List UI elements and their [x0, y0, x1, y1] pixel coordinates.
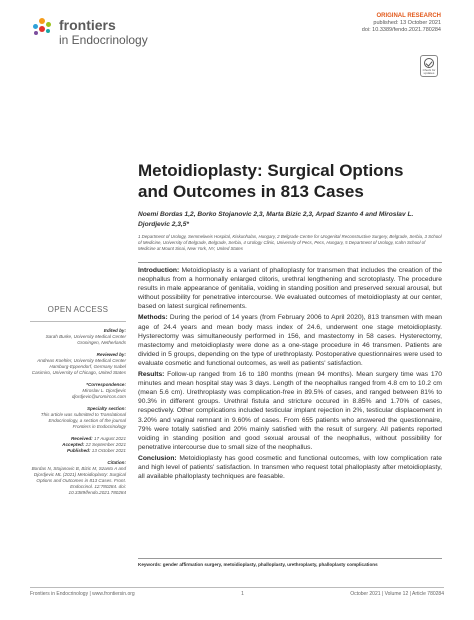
introduction-heading: Introduction: — [138, 267, 180, 274]
methods-text: During the period of 14 years (from February 2006 to April 2020), 813 transmen with mean age of 24.4 years and mean body mass index of 24.6, underwent one stage metoidioplasty. Hysterectomy was simultaneously performed in 156, and mastectomy in 58 cases. Hysterectomy, mastectomy and metoidioplasty were done as a one-stage procedure in 46 transmen. Patients are divided in 5 groups, depending on the type of urethroplasty. Postoperative questionnaires were used to evaluate cosmetic and functional outcomes, as well as patients' satisfaction. — [138, 314, 442, 367]
citation-value: Bordas N, Stojanovic B, Bizic M, Szanto A and Djordjevic ML (2021) Metoidioplasty: Surgical Options and Outcomes in 813 Cases. Front. Endocrinol. 12:780284. doi: 10.3389/fendo.2021.780284 — [31, 466, 126, 495]
article-meta — [362, 13, 441, 34]
reviewed-by-label: Reviewed by: — [96, 352, 126, 357]
logo-wordmark: frontiers — [59, 17, 116, 33]
check-icon — [424, 58, 434, 68]
open-access-label: OPEN ACCESS — [47, 305, 109, 314]
introduction-text: Metoidioplasty is a variant of phalloplasty for transmen that includes the creation of the neophallus from a hormonally enlarged clitoris, urethral lengthening and scrotoplasty. The procedure results in male appearance of genitalia, voiding in standing position and preserved sexual arousal, but without possibility for penetrative intercourse. We evaluated outcomes of metoidioplasty at our center, based on latest surgical refinements. — [138, 267, 442, 311]
edited-by-value[interactable]: Sarah Burke, University Medical Center Groningen, Netherlands — [45, 334, 126, 345]
reviewed-by-value[interactable]: Andreas Koehler, University Medical Center Hamburg-Eppendorf, Germany Isabel Casimiro, University of Chicago, United States — [31, 358, 126, 375]
footer-journal-link[interactable]: Frontiers in Endocrinology | www.frontiersin.org — [30, 591, 135, 597]
conclusion-text: Metoidioplasty has good cosmetic and functional outcomes, with low complication rate and high level of patients' satisfaction. In transmen who request total phalloplasty after metoidioplasty, all available phalloplasty techniques are feasable. — [138, 454, 442, 481]
author-list[interactable]: Noemi Bordas 1,2, Borko Stojanovic 2,3, Marta Bizic 2,3, Arpad Szanto 4 and Miroslav L. Djordjevic 2,3,5* — [138, 211, 414, 228]
footer-divider — [30, 587, 444, 588]
abstract — [138, 266, 442, 483]
check-for-updates-label: Check for updates — [422, 67, 436, 75]
article-title: Metoidioplasty: Surgical Options and Outcomes in 813 Cases — [138, 161, 404, 201]
specialty-value: This article was submitted to Translational Endocrinology, a section of the journal Frontiers in Endocrinology — [40, 412, 126, 429]
page-footer — [30, 591, 444, 597]
article-sidebar — [30, 307, 126, 502]
accepted-date: 22 September 2021 — [85, 442, 126, 447]
divider — [30, 321, 126, 322]
specialty-label: Specialty section: — [86, 406, 126, 411]
check-for-updates-button[interactable] — [420, 55, 438, 77]
results-text: Follow-up ranged from 16 to 180 months (mean 94 months). Mean surgery time was 170 minutes and mean hospital stay was 3 days. Length of the neophallus ranged from 4.8 cm to 10.2 cm (mean 5.6 cm). Urethroplasty was complication-free in 89.5% of cases, and ranged between 81% to 90.3% in different groups. Urethral fistula and stricture occured in 8.85% and 1.70% of cases, respectively. Other complications included testicular implant rejection in 2%, testicular displacement in 3.20% and vaginal remnant in 9.60% of cases. From 655 patients who answered the questionnaire, 79% were totally satisfied and 20% mainly satisfied with the result of surgery. All patients reported voiding in standing position and good sexual arousal of the neophallus, without possibility for penetrative intercourse due to small size of the neophallus. — [138, 371, 442, 451]
article-type: ORIGINAL RESEARCH — [376, 13, 441, 19]
journal-logo[interactable] — [33, 18, 148, 47]
keywords — [138, 562, 442, 568]
conclusion-heading: Conclusion: — [138, 454, 177, 462]
methods-heading: Methods: — [138, 314, 168, 322]
doi-link[interactable]: doi: 10.3389/fendo.2021.780284 — [361, 27, 441, 33]
published-label: Published: — [67, 448, 91, 453]
frontiers-logo-icon — [33, 18, 55, 40]
page-number: 1 — [241, 591, 244, 597]
divider — [138, 262, 442, 263]
results-heading: Results: — [138, 371, 165, 379]
accepted-label: Accepted: — [62, 442, 85, 447]
citation-label: Citation: — [107, 460, 126, 465]
correspondence-label: *Correspondence: — [86, 382, 126, 387]
affiliations: 1 Department of Urology, Semmelweis Hospital, Kiskunhalas, Hungary, 2 Belgrade Centre for Urogenital Reconstructive Surgery, Belgrade, Serbia, 3 School of Medicine, University of Belgrade, Belgrade, Serbia, 4 Urology Clinic, University of Pecs, Pecs, Hungary, 5 Department of Urology, Icahn School of Medicine at Mount Sinai, New York, NY, United States — [138, 234, 442, 252]
received-date: 17 August 2021 — [93, 436, 126, 441]
edited-by-label: Edited by: — [103, 328, 126, 333]
keywords-text: gender affirmation surgery, metoidioplasty, phalloplasty, urethroplasty, phalloplasty complications — [162, 562, 378, 567]
abstract-methods — [138, 313, 442, 368]
correspondence-value[interactable]: Miroslav L. Djordjevic djordjevic@uromircos.com — [71, 388, 126, 399]
abstract-introduction — [138, 266, 442, 311]
published-date-sidebar: 13 October 2021 — [91, 448, 126, 453]
keywords-label: Keywords: — [138, 562, 162, 567]
page-header — [0, 0, 474, 60]
abstract-results — [138, 370, 442, 452]
published-date: published: 13 October 2021 — [373, 20, 441, 26]
footer-issue: October 2021 | Volume 12 | Article 780284 — [350, 591, 444, 597]
divider — [138, 558, 442, 559]
logo-journal-name: in Endocrinology — [59, 33, 148, 47]
received-label: Received: — [70, 436, 93, 441]
abstract-conclusion — [138, 454, 442, 481]
